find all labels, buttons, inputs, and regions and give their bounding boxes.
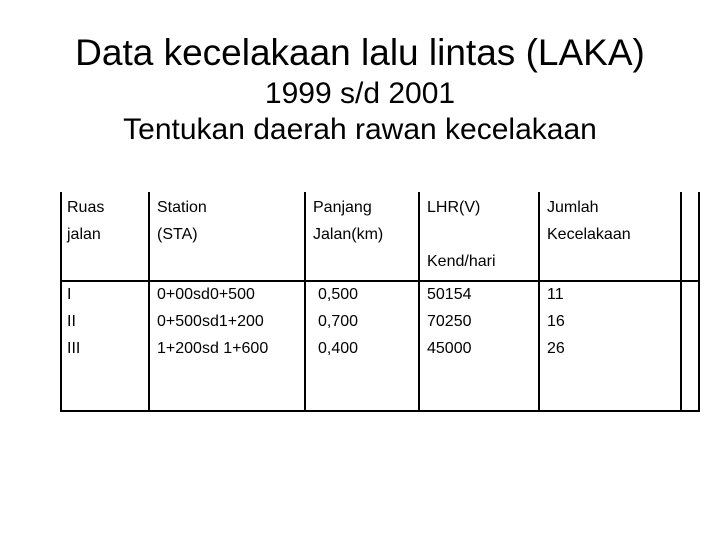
table-cell: II — [67, 313, 76, 330]
column-divider — [418, 192, 420, 412]
header-divider — [60, 280, 700, 282]
header-station: Station (STA) — [157, 199, 207, 243]
column-divider — [680, 192, 682, 412]
table-cell: 0,700 — [318, 313, 359, 330]
table-cell: I — [67, 286, 72, 303]
table-cell: 1+200sd 1+600 — [157, 340, 269, 357]
table-cell: 70250 — [427, 313, 472, 330]
table-cell: 50154 — [427, 286, 472, 303]
column-panjang-values — [318, 281, 358, 362]
slide-subtitle-task: Tentukan daerah rawan kecelakaan — [123, 113, 597, 146]
table-border-left — [60, 192, 62, 412]
header-jumlah-kecelakaan: Jumlah Kecelakaan — [547, 199, 631, 243]
header-ruas-jalan: Ruas jalan — [67, 199, 105, 243]
header-lhr: LHR(V) Kend/hari — [427, 199, 496, 270]
title-block — [0, 30, 720, 148]
column-divider — [304, 192, 306, 412]
table-cell: 16 — [547, 313, 565, 330]
column-divider — [538, 192, 540, 412]
accident-data-table — [60, 192, 700, 412]
table-cell: 0+00sd0+500 — [157, 286, 255, 303]
table-border-bottom — [60, 410, 700, 412]
table-cell: 11 — [547, 286, 564, 303]
table-cell: 0,400 — [318, 340, 359, 357]
column-station-values — [157, 281, 268, 362]
table-cell: 45000 — [427, 340, 472, 357]
table-cell: 26 — [547, 340, 565, 357]
slide-title: Data kecelakaan lalu lintas (LAKA) — [75, 32, 645, 73]
column-divider — [148, 192, 150, 412]
table-cell: III — [67, 340, 81, 357]
column-lhr-values — [427, 281, 472, 362]
slide-subtitle-years: 1999 s/d 2001 — [264, 77, 456, 110]
table-border-right — [698, 192, 700, 412]
column-jumlah-values — [547, 281, 565, 362]
table-cell: 0,500 — [318, 286, 359, 303]
table-cell: 0+500sd1+200 — [157, 313, 264, 330]
header-panjang-jalan: Panjang Jalan(km) — [313, 199, 384, 243]
column-ruas-values — [67, 281, 80, 362]
